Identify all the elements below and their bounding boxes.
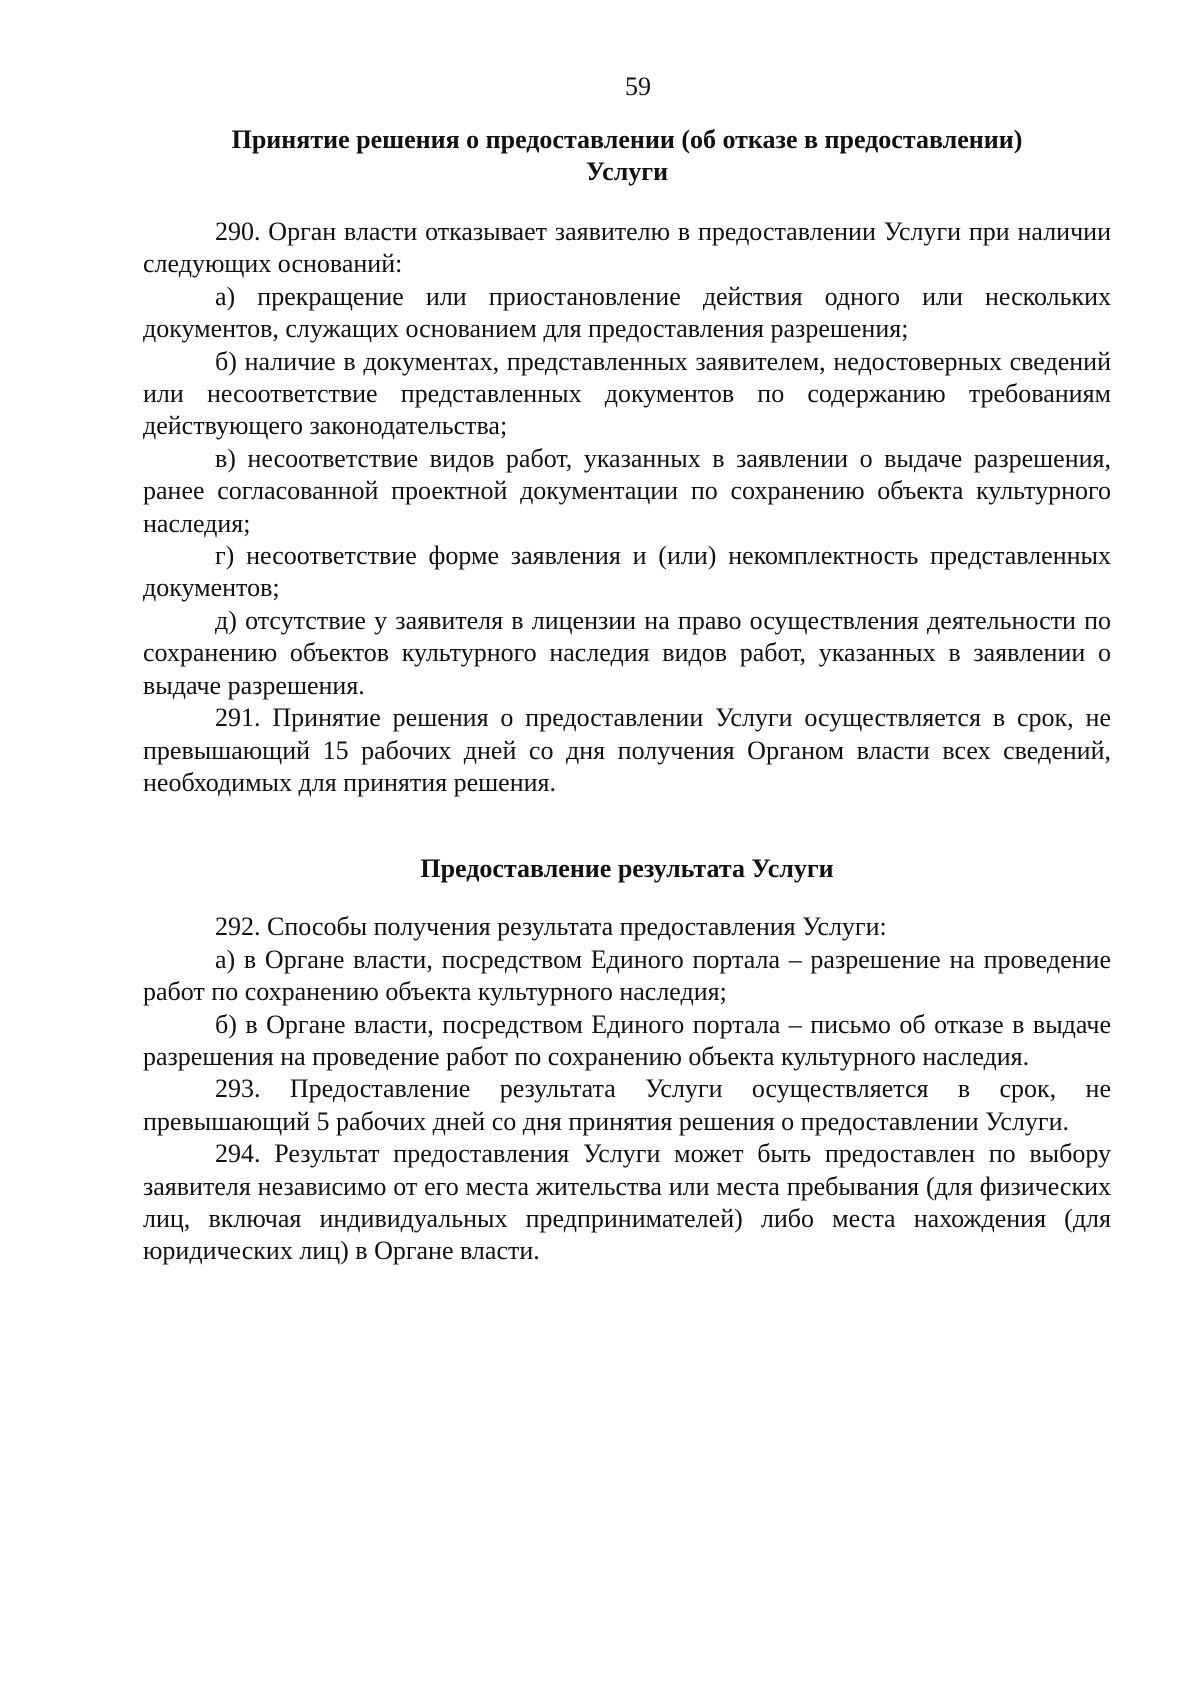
section-title-decision-line2: Услуги [585,157,669,186]
paragraph-292-a: а) в Органе власти, посредством Единого портала – разрешение на проведение работ по сохранению объекта культурного наследия; [143,944,1111,1007]
section-title-decision [143,124,1111,188]
page-number: 59 [625,72,651,101]
section-title-decision-line1: Принятие решения о предоставлении (об отказе в предоставлении) [231,125,1023,154]
paragraph-292: 292. Способы получения результата предоставления Услуги: [215,912,887,942]
paragraph-290-g: г) несоответствие форме заявления и (или) некомплектность представленных документов; [143,541,1111,603]
paragraph-290-v: в) несоответствие видов работ, указанных в заявлении о выдаче разрешения, ранее согласованной проектной документации по сохранению объекта культурного наследия; [143,443,1111,538]
section-title-result: Предоставление результата Услуги [420,854,834,884]
paragraph-291: 291. Принятие решения о предоставлении Услуги осуществляется в срок, не превышающий 15 рабочих дней со дня получения Органом власти всех сведений, необходимых для принятия решения. [143,703,1111,797]
paragraph-293: 293. Предоставление результата Услуги осуществляется в срок, не превышающий 5 рабочих дней со дня принятия решения о предоставлении Услуги. [143,1074,1111,1136]
paragraph-292-b: б) в Органе власти, посредством Единого портала – письмо об отказе в выдаче разрешения на проведение работ по сохранению объекта культурного наследия. [143,1009,1111,1071]
paragraph-294: 294. Результат предоставления Услуги может быть предоставлен по выбору заявителя независимо от его места жительства или места пребывания (для физических лиц, включая индивидуальных предпринимателей) либо места нахождения (для юридических лиц) в Органе власти. [143,1139,1111,1266]
paragraph-290-a: а) прекращение или приостановление действия одного или нескольких документов, служащих основанием для предоставления разрешения; [143,281,1111,344]
document-page [143,70,1111,1268]
paragraph-290-d: д) отсутствие у заявителя в лицензии на право осуществления деятельности по сохранению объектов культурного наследия видов работ, указанных в заявлении о выдаче разрешения. [143,605,1111,700]
paragraph-290: 290. Орган власти отказывает заявителю в предоставлении Услуги при наличии следующих оснований: [143,217,1111,279]
paragraph-290-b: б) наличие в документах, представленных заявителем, недостоверных сведений или несоответствие представленных документов по содержанию требованиям действующего законодательства; [143,346,1111,441]
